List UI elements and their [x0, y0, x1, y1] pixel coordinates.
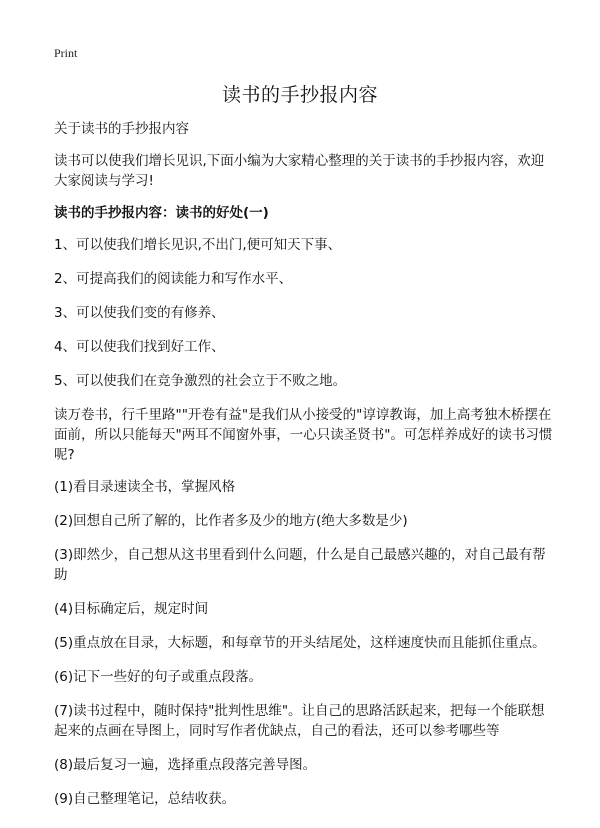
step-item: (8)最后复习一遍，选择重点段落完善导图。 — [54, 757, 317, 773]
step-item: (3)即然少，自己想从这书里看到什么问题，什么是自己最感兴趣的，对自己最有帮助 — [54, 547, 546, 583]
step-item: (1)看目录速读全书，掌握风格 — [54, 479, 236, 495]
step-item: (2)回想自己所了解的，比作者多及少的地方(绝大多数是少) — [54, 513, 408, 529]
article-subtitle: 关于读书的手抄报内容 — [54, 121, 189, 137]
benefit-item: 1、可以使我们增长见识,不出门,便可知天下事、 — [54, 237, 342, 253]
step-item: (7)读书过程中，随时保持"批判性思维"。让自己的思路活跃起来，把每一个能联想起来的点画在导图上，同时写作者优缺点，自己的看法，还可以参考哪些等 — [54, 703, 545, 739]
article-body — [54, 119, 554, 823]
step-item: (6)记下一些好的句子或重点段落。 — [54, 669, 263, 685]
step-item: (9)自己整理笔记，总结收获。 — [54, 791, 236, 807]
page-title: 读书的手抄报内容 — [221, 84, 378, 106]
benefit-item: 2、可提高我们的阅读能力和写作水平、 — [54, 271, 293, 287]
step-item: (5)重点放在目录，大标题，和每章节的开头结尾处，这样速度快而且能抓住重点。 — [54, 635, 546, 651]
benefit-item: 4、可以使我们找到好工作、 — [54, 339, 225, 355]
section-heading: 读书的手抄报内容：读书的好处(一) — [54, 205, 269, 221]
step-item: (4)目标确定后，规定时间 — [54, 601, 209, 617]
intro-paragraph: 读书可以使我们增长见识,下面小编为大家精心整理的关于读书的手抄报内容，欢迎大家阅读与学习! — [54, 153, 545, 189]
benefit-item: 3、可以使我们变的有修养、 — [54, 305, 225, 321]
question-paragraph: 读万卷书，行千里路""开卷有益"是我们从小接受的"谆谆教诲，加上高考独木桥摆在面前，所以只能每天"两耳不闻窗外事，一心只读圣贤书"。可怎样养成好的读书习惯呢? — [54, 407, 553, 463]
benefit-item: 5、可以使我们在竞争激烈的社会立于不败之地。 — [54, 373, 347, 389]
print-label[interactable]: Print — [54, 46, 78, 60]
